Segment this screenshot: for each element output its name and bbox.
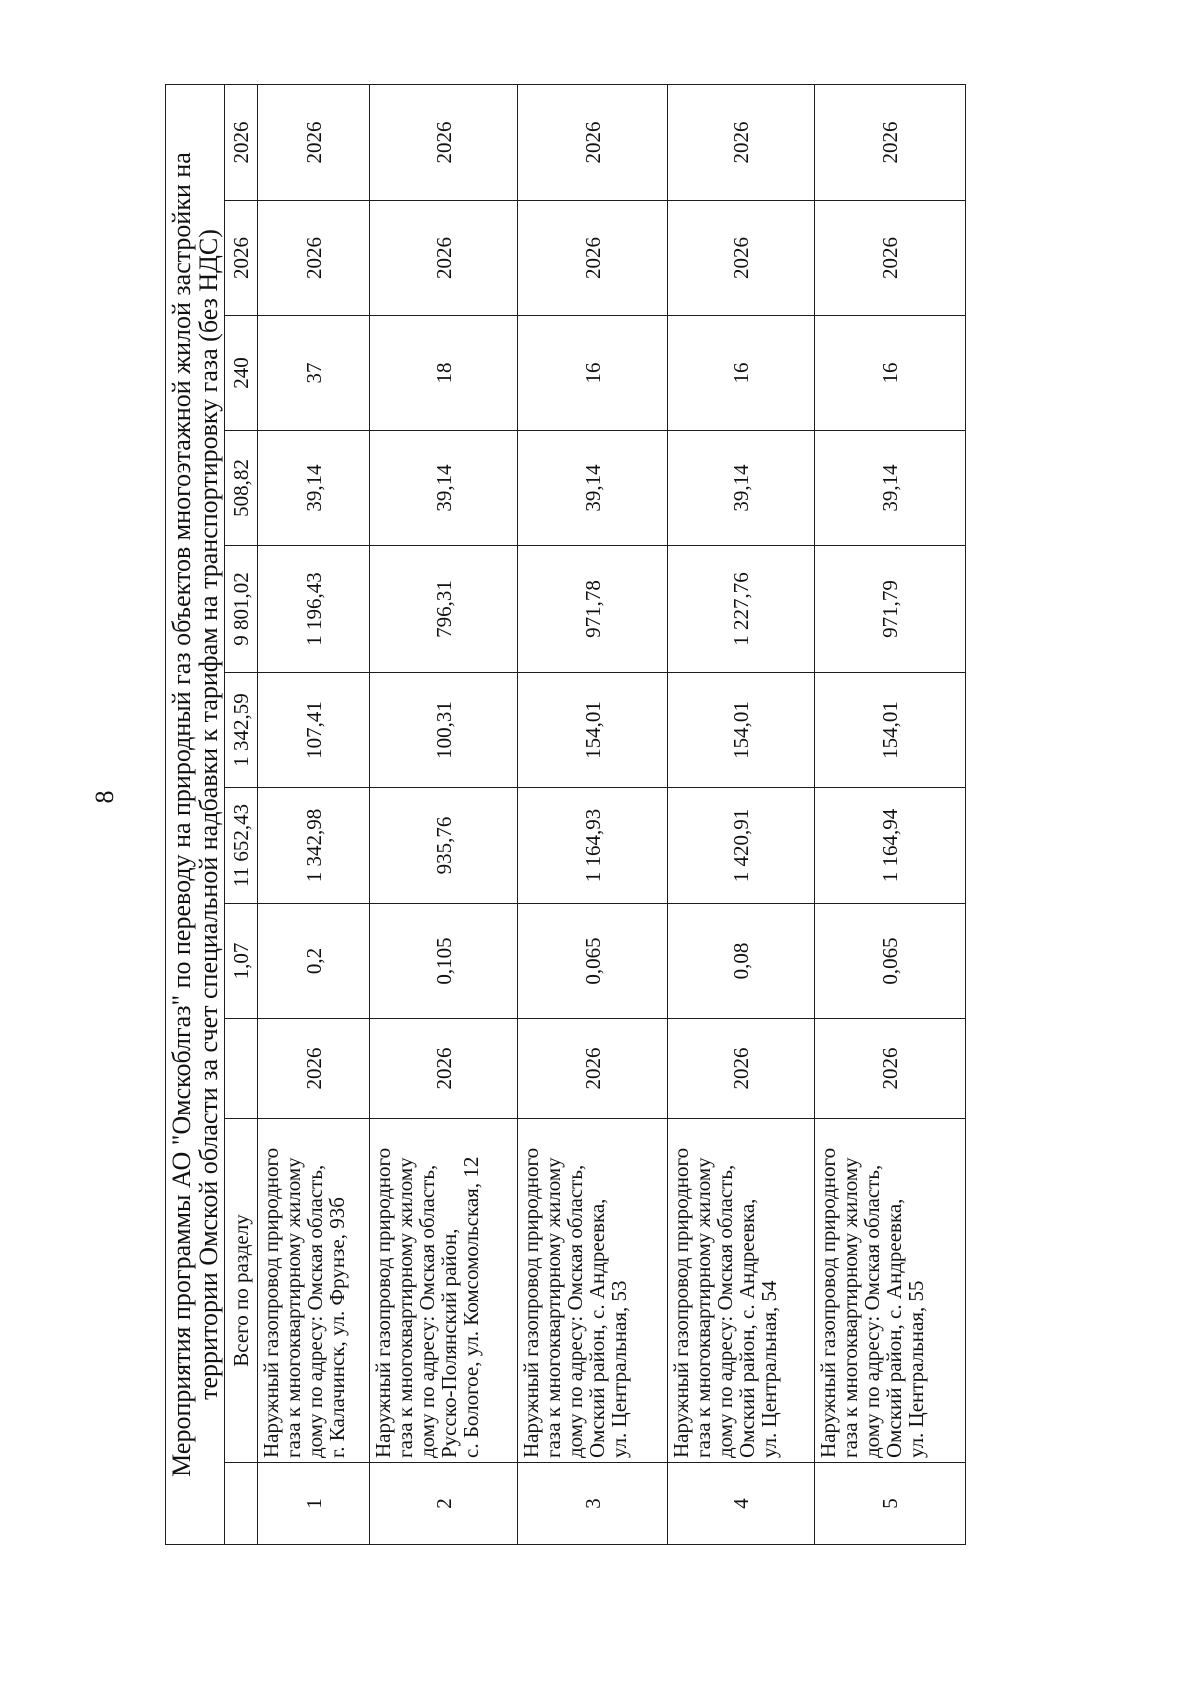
row-description-line: газа к многоквартирному жилому [838,1157,862,1458]
total-row-value-8: 2026 [225,84,258,200]
row-description-line: дому по адресу: Омская область, [415,1164,439,1458]
row-year: 2026 [518,1018,668,1118]
row-value-5: 39,14 [518,430,668,545]
row-value-1: 0,08 [668,903,815,1018]
row-description-line: Русско-Полянский район, [437,1228,461,1458]
row-description-line: дому по адресу: Омская область, [563,1164,587,1458]
row-value-8: 2026 [668,84,815,200]
total-row-number-cell [225,1462,258,1545]
row-description-line: Наружный газопровод природного [669,1147,693,1458]
total-row-value-5: 508,82 [225,430,258,545]
row-description-line: г. Калачинск, ул. Фрунзе, 93б [325,1197,349,1458]
row-value-8: 2026 [370,84,518,200]
row-value-3: 154,01 [815,672,966,787]
row-description-line: Наружный газопровод природного [371,1147,395,1458]
row-value-1: 0,105 [370,903,518,1018]
row-year: 2026 [370,1018,518,1118]
row-value-2: 1 420,91 [668,787,815,903]
rotated-table-wrapper [165,84,966,1545]
row-value-6: 16 [518,315,668,430]
row-value-3: 154,01 [668,672,815,787]
row-value-4: 971,78 [518,545,668,672]
section-title [165,84,225,1545]
row-description-line: дому по адресу: Омская область, [860,1164,884,1458]
row-value-7: 2026 [258,200,370,315]
row-value-5: 39,14 [668,430,815,545]
row-value-7: 2026 [370,200,518,315]
section-title-line-2: территории Омской области за счет специальной надбавки к тарифам на транспортировку газа (без НДС) [194,229,223,1400]
row-description-line: ул. Центральная, 54 [757,1280,781,1458]
row-value-8: 2026 [815,84,966,200]
row-year: 2026 [258,1018,370,1118]
row-description-line: Омский район, с. Андреевка, [585,1198,609,1458]
row-description-line: газа к многоквартирному жилому [393,1157,417,1458]
row-value-2: 1 164,93 [518,787,668,903]
total-row-value-6: 240 [225,315,258,430]
row-value-6: 16 [668,315,815,430]
row-value-1: 0,2 [258,903,370,1018]
row-value-5: 39,14 [370,430,518,545]
row-value-2: 935,76 [370,787,518,903]
total-row-value-3: 1 342,59 [225,672,258,787]
row-description-line: Наружный газопровод природного [259,1147,283,1458]
row-description-line: газа к многоквартирному жилому [691,1157,715,1458]
row-description [815,1118,966,1462]
row-description-line: Омский район, с. Андреевка, [882,1198,906,1458]
row-description-line: ул. Центральная, 55 [904,1280,928,1458]
row-description [258,1118,370,1462]
row-value-6: 18 [370,315,518,430]
row-number: 5 [815,1462,966,1545]
row-value-6: 16 [815,315,966,430]
row-value-6: 37 [258,315,370,430]
total-row-year-cell [225,1018,258,1118]
row-value-1: 0,065 [518,903,668,1018]
row-description-line: газа к многоквартирному жилому [541,1157,565,1458]
row-number: 2 [370,1462,518,1545]
row-description-line: дому по адресу: Омская область, [713,1164,737,1458]
row-number: 4 [668,1462,815,1545]
row-number: 1 [258,1462,370,1545]
row-description-line: Омский район, с. Андреевка, [735,1198,759,1458]
row-year: 2026 [815,1018,966,1118]
row-value-4: 796,31 [370,545,518,672]
row-value-2: 1 164,94 [815,787,966,903]
row-value-5: 39,14 [258,430,370,545]
row-description [518,1118,668,1462]
total-row-value-2: 11 652,43 [225,787,258,903]
row-value-3: 100,31 [370,672,518,787]
row-number: 3 [518,1462,668,1545]
row-description-line: дому по адресу: Омская область, [303,1164,327,1458]
row-year: 2026 [668,1018,815,1118]
row-description-line: с. Бологое, ул. Комсомольская, 12 [459,1156,483,1458]
row-description [370,1118,518,1462]
row-value-3: 154,01 [518,672,668,787]
row-value-4: 971,79 [815,545,966,672]
row-value-5: 39,14 [815,430,966,545]
section-title-line-1: Мероприятия программы АО "Омскоблгаз" по переводу на природный газ объектов многоэтажной жилой застройки на [167,152,196,1477]
page-number: 8 [90,790,119,804]
row-description [668,1118,815,1462]
row-value-4: 1 227,76 [668,545,815,672]
row-value-7: 2026 [518,200,668,315]
total-row-value-7: 2026 [225,200,258,315]
row-description-line: газа к многоквартирному жилому [281,1157,305,1458]
total-row-value-4: 9 801,02 [225,545,258,672]
total-row-value-1: 1,07 [225,903,258,1018]
row-value-1: 0,065 [815,903,966,1018]
gasification-table [165,84,966,1545]
row-description-line: ул. Центральная, 53 [607,1280,631,1458]
row-value-7: 2026 [668,200,815,315]
row-value-2: 1 342,98 [258,787,370,903]
row-value-4: 1 196,43 [258,545,370,672]
row-description-line: Наружный газопровод природного [519,1147,543,1458]
row-value-8: 2026 [258,84,370,200]
row-value-8: 2026 [518,84,668,200]
row-value-7: 2026 [815,200,966,315]
total-row-label: Всего по разделу [225,1118,258,1462]
row-value-3: 107,41 [258,672,370,787]
row-description-line: Наружный газопровод природного [816,1147,840,1458]
